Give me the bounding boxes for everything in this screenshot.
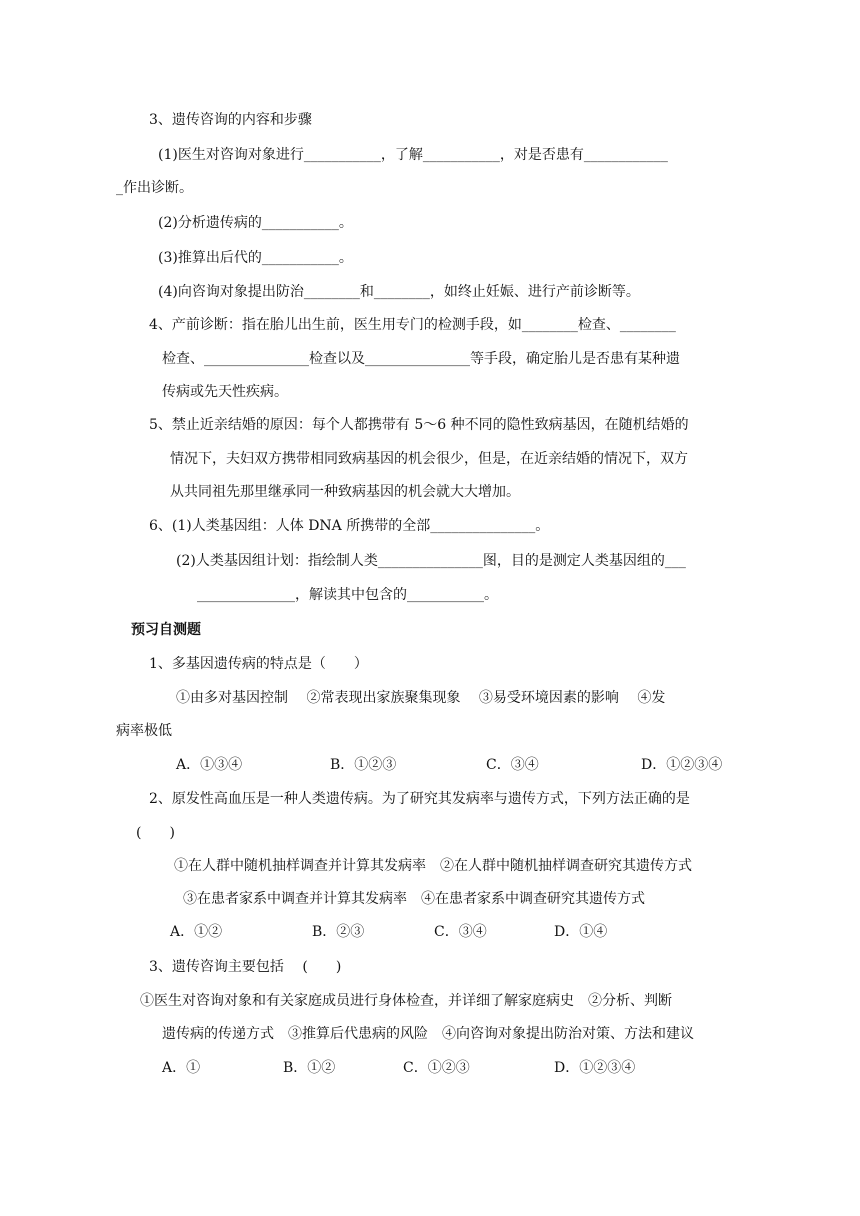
item4-line3: 传病或先天性疾病。 — [162, 384, 288, 400]
q3-choice-c: C．①②③ — [403, 1060, 470, 1076]
q1-stem: 1、多基因遗传病的特点是（ ） — [149, 656, 368, 672]
item3-step1-line1: (1)医生对咨询对象进行___________，了解___________，对是否患有____________ — [158, 147, 668, 163]
q1-choice-d: D．①②③④ — [641, 757, 723, 773]
q2-choice-a: A．①② — [170, 924, 223, 940]
item3-step1-line2: _作出诊断。 — [116, 180, 193, 196]
q3-choice-a: A．① — [162, 1060, 201, 1076]
q2-choice-c: C．③④ — [434, 924, 487, 940]
item5-line3: 从共同祖先那里继承同一种致病基因的机会就大大增加。 — [170, 484, 520, 500]
q1-choice-a: A．①③④ — [176, 757, 243, 773]
item6-line2: (2)人类基因组计划：指绘制人类_______________图，目的是测定人类基因组的___ — [176, 553, 686, 569]
item3-title: 3、遗传咨询的内容和步骤 — [149, 112, 312, 128]
q1-options-line2: 病率极低 — [116, 723, 172, 739]
item6-line1: 6、(1)人类基因组：人体 DNA 所携带的全部_______________。 — [149, 518, 550, 534]
item5-line2: 情况下，夫妇双方携带相同致病基因的机会很少，但是，在近亲结婚的情况下，双方 — [170, 451, 688, 467]
q2-stem-line2: ( ) — [136, 825, 175, 841]
q1-options-line1: ①由多对基因控制 ②常表现出家族聚集现象 ③易受环境因素的影响 ④发 — [176, 690, 666, 706]
item3-step3: (3)推算出后代的___________。 — [158, 250, 353, 266]
q1-choice-c: C．③④ — [486, 757, 539, 773]
q2-choice-d: D．①④ — [554, 924, 608, 940]
q3-options-line1: ①医生对咨询对象和有关家庭成员进行身体检查，并详细了解家庭病史 ②分析、判断 — [140, 993, 672, 1009]
item3-step2: (2)分析遗传病的___________。 — [158, 215, 353, 231]
item4-line2: 检查、_______________检查以及_______________等手段，确定胎儿是否患有某种遗 — [162, 351, 680, 367]
item6-line3: ______________，解读其中包含的___________。 — [197, 587, 498, 603]
q3-options-line2: 遗传病的传递方式 ③推算后代患病的风险 ④向咨询对象提出防治对策、方法和建议 — [162, 1026, 694, 1042]
q3-choice-d: D．①②③④ — [554, 1060, 636, 1076]
item3-step4: (4)向咨询对象提出防治________和________，如终止妊娠、进行产前诊断等。 — [158, 284, 640, 300]
q2-options-line2: ③在患者家系中调查并计算其发病率 ④在患者家系中调查研究其遗传方式 — [183, 891, 645, 907]
q3-choice-b: B．①② — [283, 1060, 336, 1076]
q1-choice-b: B．①②③ — [330, 757, 397, 773]
item5-line1: 5、禁止近亲结婚的原因：每个人都携带有 5～6 种不同的隐性致病基因，在随机结婚的 — [149, 417, 689, 433]
section-heading: 预习自测题 — [131, 622, 201, 638]
q2-choice-b: B．②③ — [312, 924, 365, 940]
q2-options-line1: ①在人群中随机抽样调查并计算其发病率 ②在人群中随机抽样调查研究其遗传方式 — [174, 858, 692, 874]
q3-stem: 3、遗传咨询主要包括 ( ) — [149, 959, 342, 975]
item4-line1: 4、产前诊断：指在胎儿出生前，医生用专门的检测手段，如________检查、________ — [149, 317, 676, 333]
q2-stem-line1: 2、原发性高血压是一种人类遗传病。为了研究其发病率与遗传方式，下列方法正确的是 — [149, 791, 690, 807]
